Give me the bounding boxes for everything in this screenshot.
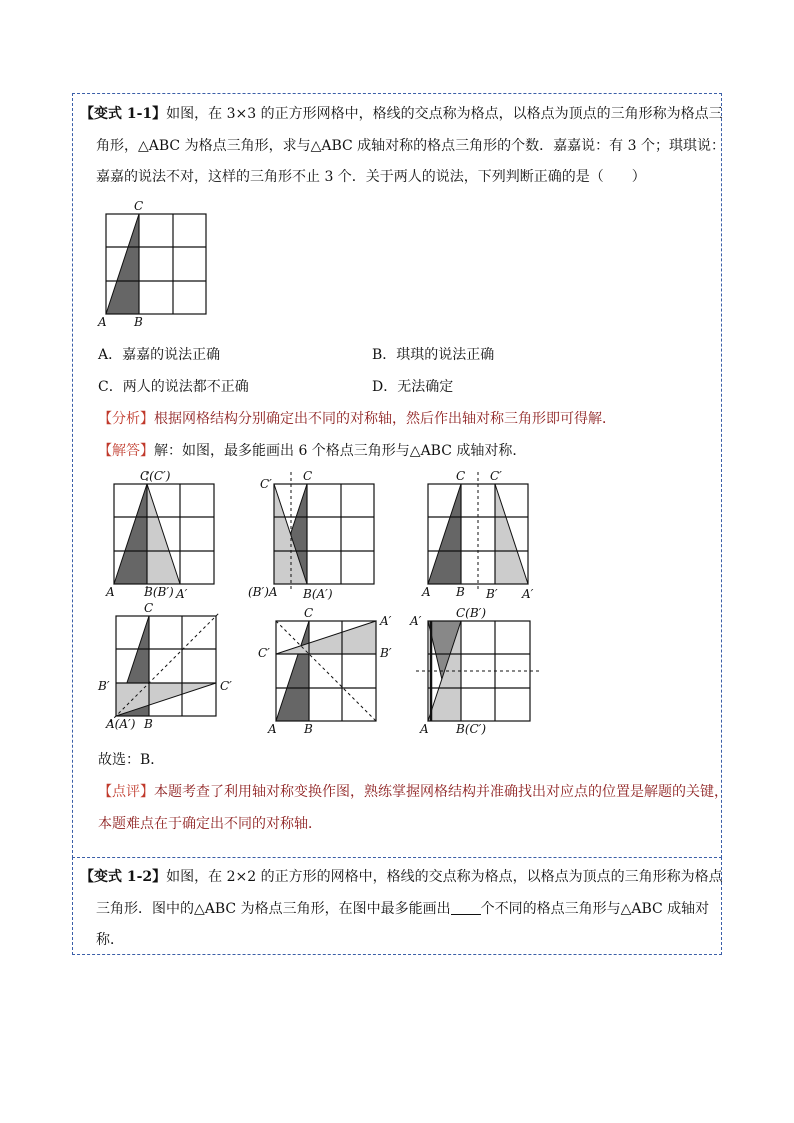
- q2-line3: 称．: [96, 932, 124, 948]
- f3-label-b: B: [456, 585, 465, 599]
- f3-label-b2: B′: [486, 587, 498, 601]
- analysis-tag: 【分析】: [98, 411, 154, 427]
- label-c: C: [134, 199, 144, 213]
- f1-label-a2: A′: [176, 587, 188, 601]
- option-b[interactable]: B．琪琪的说法正确: [372, 347, 495, 363]
- comment-tag: 【点评】: [98, 784, 154, 800]
- solution-text: 解：如图，最多能画出 6 个格点三角形与△ABC 成轴对称．: [154, 443, 527, 459]
- comment-text-1: 本题考查了利用轴对称变换作图，熟练掌握网格结构并准确找出对应点的位置是解题的关键，: [154, 784, 728, 800]
- f5-label-c2: C′: [258, 646, 270, 660]
- f2-label-c: C: [303, 469, 313, 483]
- comment-text-2: 本题难点在于确定出不同的对称轴．: [98, 816, 322, 832]
- solution-figure-4: [96, 600, 246, 740]
- f4-label-c: C: [144, 601, 154, 615]
- q2-tag: 【变式 1-2】: [80, 869, 167, 885]
- option-a[interactable]: A．嘉嘉的说法正确: [98, 347, 221, 363]
- f4-label-b2: B′: [98, 679, 110, 693]
- solution-figure-5: [256, 605, 406, 740]
- f6-label-a: A: [420, 722, 429, 736]
- triangle-abc: [106, 214, 139, 314]
- f3-label-c: C: [456, 469, 466, 483]
- f5-label-c: C: [304, 606, 314, 620]
- q2-text-2a: 三角形．图中的△ABC 为格点三角形，在图中最多能画出: [96, 901, 451, 917]
- solution-figure-2: [248, 468, 378, 608]
- f3-label-a: A: [422, 585, 431, 599]
- f4-label-a: A(A′): [106, 717, 136, 731]
- q1-figure: [96, 198, 216, 333]
- solution-figure-1: [100, 468, 210, 608]
- q1-text-1: 如图，在 3×3 的正方形网格中，格线的交点称为格点，以格点为顶点的三角形称为格点三: [166, 106, 723, 122]
- q2-line1: [80, 867, 723, 887]
- f2-label-c2: C′: [260, 477, 272, 491]
- solution-figure-3: [422, 468, 542, 608]
- f6-label-c: C(B′): [456, 606, 487, 620]
- f5-label-b2: B′: [380, 646, 392, 660]
- q1-line2: 角形，△ABC 为格点三角形，求与△ABC 成轴对称的格点三角形的个数．嘉嘉说：有 3 个；琪琪说：: [96, 138, 725, 154]
- label-b: B: [134, 315, 143, 329]
- f5-label-a2: A′: [380, 614, 392, 628]
- q1-tag: 【变式 1-1】: [80, 106, 167, 122]
- f1-label-b: B(B′): [144, 585, 174, 599]
- q1-line1: [80, 104, 723, 124]
- solution-tag: 【解答】: [98, 443, 154, 459]
- solution: [98, 441, 526, 461]
- f3-label-c2: C′: [490, 469, 502, 483]
- q2-line2: [96, 899, 709, 919]
- q1-line3: 嘉嘉的说法不对，这样的三角形不止 3 个．关于两人的说法，下列判断正确的是（ ）: [96, 169, 646, 185]
- analysis-text: 根据网格结构分别确定出不同的对称轴，然后作出轴对称三角形即可得解．: [154, 411, 616, 427]
- solution-figure-6: [410, 605, 550, 740]
- answer-blank[interactable]: [451, 900, 481, 915]
- f5-label-a: A: [268, 722, 277, 736]
- f4-label-b: B: [144, 717, 153, 731]
- option-c[interactable]: C．两人的说法都不正确: [98, 379, 249, 395]
- option-d[interactable]: D．无法确定: [372, 379, 454, 395]
- f1-label-a: A: [106, 585, 115, 599]
- f2-label-a: (B′)A: [248, 585, 278, 599]
- f6-label-b: B(C′): [456, 722, 487, 736]
- answer-choice: 故选：B．: [98, 752, 165, 768]
- label-a: A: [98, 315, 107, 329]
- f6-label-a2: A′: [410, 614, 422, 628]
- f5-label-b: B: [304, 722, 313, 736]
- f3-label-a2: A′: [522, 587, 534, 601]
- q2-text-1: 如图，在 2×2 的正方形的网格中，格线的交点称为格点，以格点为顶点的三角形称为格点: [166, 869, 723, 885]
- f2-label-b: B(A′): [303, 587, 333, 601]
- f1-label-c: C(C′): [140, 469, 171, 483]
- q2-text-2b: 个不同的格点三角形与△ABC 成轴对: [480, 901, 710, 917]
- analysis: [98, 409, 616, 429]
- comment: [98, 782, 728, 802]
- f4-label-c2: C′: [220, 679, 232, 693]
